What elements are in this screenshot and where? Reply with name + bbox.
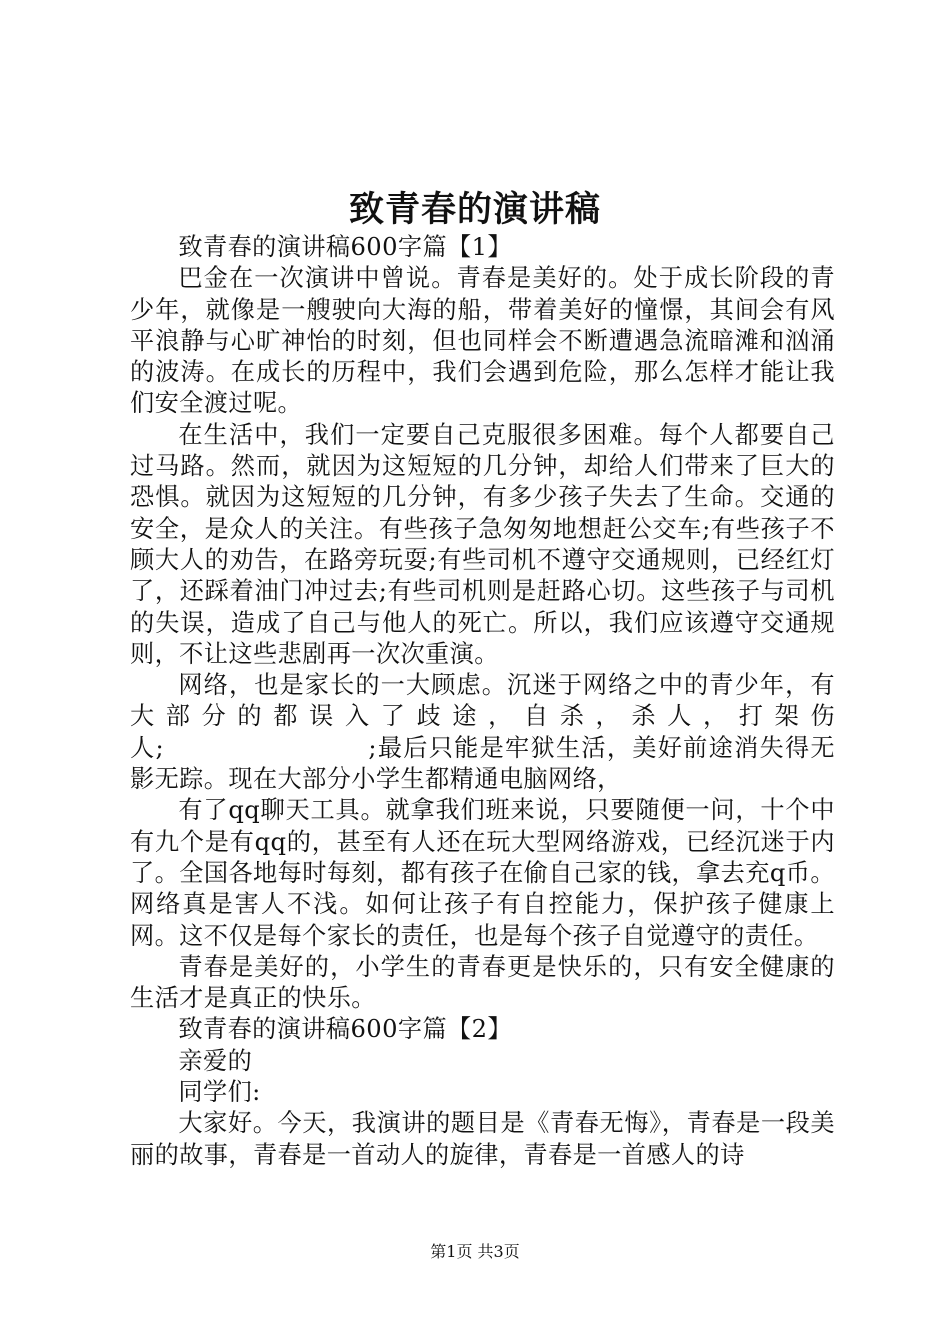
paragraph: 巴金在一次演讲中曾说。青春是美好的。处于成长阶段的青少年，就像是一艘驶向大海的船，带着美好的憧憬，其间会有风平浪静与心旷神怡的时刻，但也同样会不断遭遇急流暗滩和汹涌的波涛。在成长的历程中，我们会遇到危险，那么怎样才能让我们安全渡过呢。 <box>130 264 835 418</box>
paragraph: 在生活中，我们一定要自己克服很多困难。每个人都要自己过马路。然而，就因为这短短的几分钟，却给人们带来了巨大的恐惧。就因为这短短的几分钟，有多少孩子失去了生命。交通的安全，是众人的关注。有些孩子急匆匆地想赶公交车;有些孩子不顾大人的劝告，在路旁玩耍;有些司机不遵守交通规则，已经红灯了，还踩着油门冲过去;有些司机则是赶路心切。这些孩子与司机的失误，造成了自己与他人的死亡。所以，我们应该遵守交通规则，不让这些悲剧再一次次重演。 <box>130 420 835 668</box>
document-body <box>130 232 835 1171</box>
paragraph: 网络，也是家长的一大顾虑。沉迷于网络之中的青少年，有大部分的都误入了歧途，自杀，杀人，打架伤人; ;最后只能是牢狱生活，美好前途消失得无影无踪。现在大部分小学生都精通电脑网络， <box>130 671 835 794</box>
paragraph: 大家好。今天，我演讲的题目是《青春无悔》，青春是一段美丽的故事，青春是一首动人的旋律，青春是一首感人的诗 <box>130 1109 835 1169</box>
paragraph: 青春是美好的，小学生的青春更是快乐的，只有安全健康的生活才是真正的快乐。 <box>130 952 835 1013</box>
document-title: 致青春的演讲稿 <box>348 189 601 230</box>
paragraph: 同学们: <box>178 1078 261 1107</box>
paragraph: 有了qq聊天工具。就拿我们班来说，只要随便一问，十个中有九个是有qq的，甚至有人还在玩大型网络游戏，已经沉迷于内了。全国各地每时每刻，都有孩子在偷自己家的钱，拿去充q币。网络真是害人不浅。如何让孩子有自控能力，保护孩子健康上网。这不仅是每个家长的责任，也是每个孩子自觉遵守的责任。 <box>130 796 835 950</box>
page-number-footer: 第1页 共3页 <box>430 1242 520 1261</box>
paragraph: 亲爱的 <box>178 1046 253 1075</box>
section-heading: 致青春的演讲稿600字篇【1】 <box>178 233 513 261</box>
section-heading: 致青春的演讲稿600字篇【2】 <box>178 1015 513 1044</box>
